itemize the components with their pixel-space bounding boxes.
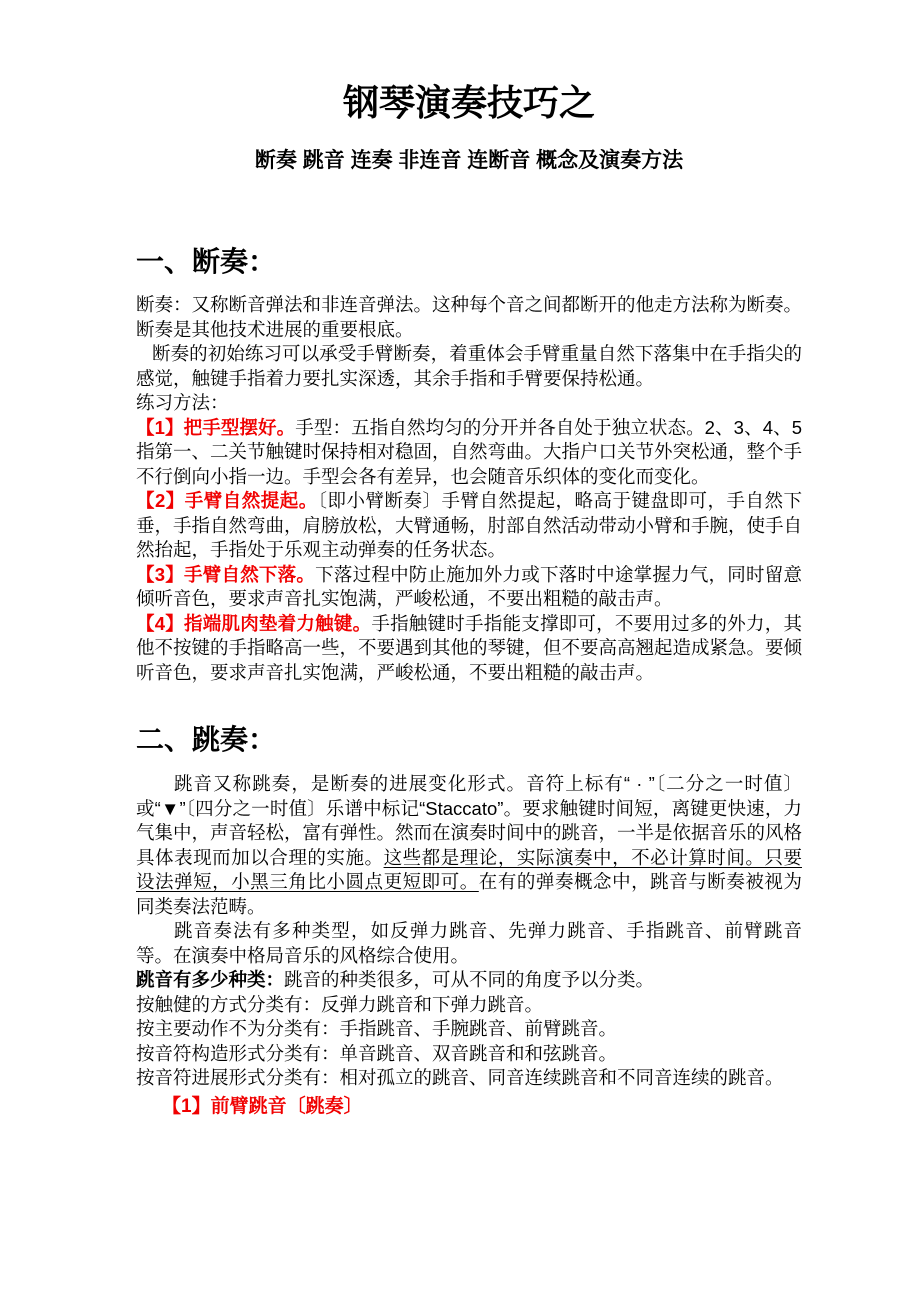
type-line-2: 按主要动作不为分类有：手指跳音、手腕跳音、前臂跳音。 — [136, 1018, 618, 1039]
section2-sub-heading: 【1】前臂跳音〔跳奏〕 — [162, 1095, 363, 1117]
practice-item-4-lead: 【4】指端肌肉垫着力触键。 — [136, 612, 372, 634]
practice-item-3 — [136, 563, 802, 612]
types-intro-lead: 跳音有多少种类： — [136, 969, 285, 990]
practice-item-4 — [136, 612, 802, 686]
practice-item-1-lead: 【1】把手型摆好。 — [136, 416, 296, 438]
type-line-3: 按音符构造形式分类有：单音跳音、双音跳音和和弦跳音。 — [136, 1042, 618, 1064]
section1-para1: 断奏：又称断音弹法和非连音弹法。这种每个音之间都断开的他走方法称为断奏。断奏是其他技术进展的重要根底。 — [136, 294, 803, 340]
practice-item-1-body: 手型：五指自然均匀的分开并各自处于独立状态。2、3、4、5 指第一、二关节触键时保持相对稳固，自然弯曲。大指户口关节外突松通，整个手不行倒向小指一边。手型会各有差异，也会随音乐织体的变化而变化。 — [136, 416, 803, 487]
doc-title: 钢琴演奏技巧之 — [342, 82, 595, 123]
type-line-1: 按触健的方式分类有：反弹力跳音和下弹力跳音。 — [136, 993, 544, 1015]
practice-item-2-lead: 【2】手臂自然提起。 — [136, 490, 318, 511]
practice-method-label: 练习方法： — [136, 392, 229, 413]
section2-para1 — [136, 772, 802, 919]
section2-para1-after: 在有的弹奏概念中，跳音与断奏被视为同类奏法范畴。 — [136, 871, 802, 917]
practice-item-3-body: 下落过程中防止施加外力或下落时中途掌握力气，同时留意倾听音色，要求声音扎实饱满，严峻松通，不要出粗糙的敲击声。 — [136, 563, 802, 609]
practice-item-3-lead: 【3】手臂自然下落。 — [136, 563, 316, 585]
type-line-4: 按音符进展形式分类有：相对孤立的跳音、同音连续跳音和不同音连续的跳音。 — [136, 1067, 784, 1088]
practice-item-1 — [136, 416, 802, 490]
types-intro-body: 跳音的种类很多，可从不同的角度予以分类。 — [284, 969, 655, 990]
section2-para1-underlined: 这些都是理论，实际演奏中，不必计算时间。只要设法弹短，小黑三角比小圆点更短即可。 — [136, 846, 802, 892]
types-intro — [136, 968, 802, 993]
section2-para2: 跳音奏法有多种类型，如反弹力跳音、先弹力跳音、手指跳音、前臂跳音等。在演奏中格局音乐的风格综合使用。 — [136, 920, 802, 966]
practice-item-2 — [136, 489, 802, 563]
section2-heading: 二、跳奏： — [136, 724, 277, 755]
practice-item-2-body: 〔即小臂断奏〕手臂自然提起，略高于键盘即可，手自然下垂，手指自然弯曲，肩膀放松，大臂通畅，肘部自然活动带动小臂和手腕，使手自然抬起，手指处于乐观主动弹奏的任务状态。 — [136, 490, 803, 560]
doc-subtitle: 断奏 跳音 连奏 非连音 连断音 概念及演奏方法 — [254, 149, 684, 172]
practice-item-4-body: 手指触键时手指能支撑即可，不要用过多的外力，其他不按键的手指略高一些，不要遇到其他的琴键，但不要高高翘起造成紧急。要倾听音色，要求声音扎实饱满，严峻松通，不要出粗糙的敲击声。 — [136, 612, 803, 683]
section1-para2: 断奏的初始练习可以承受手臂断奏，着重体会手臂重量自然下落集中在手指尖的感觉，触键手指着力要扎实深透，其余手指和手臂要保持松通。 — [136, 343, 802, 389]
section1-heading: 一、断奏： — [136, 246, 277, 277]
section2-para1-before: 跳音又称跳奏，是断奏的进展变化形式。音符上标有“ · ”〔二分之一时值〕或“▼”〔四分之一时值〕乐谱中标记“Staccato”。要求触键时间短，离键更快速，力气集中，声音轻松，富有弹性。然而在演奏时间中的跳音，一半是依据音乐的风格具体表现而加以合理的实施。 — [136, 773, 803, 868]
